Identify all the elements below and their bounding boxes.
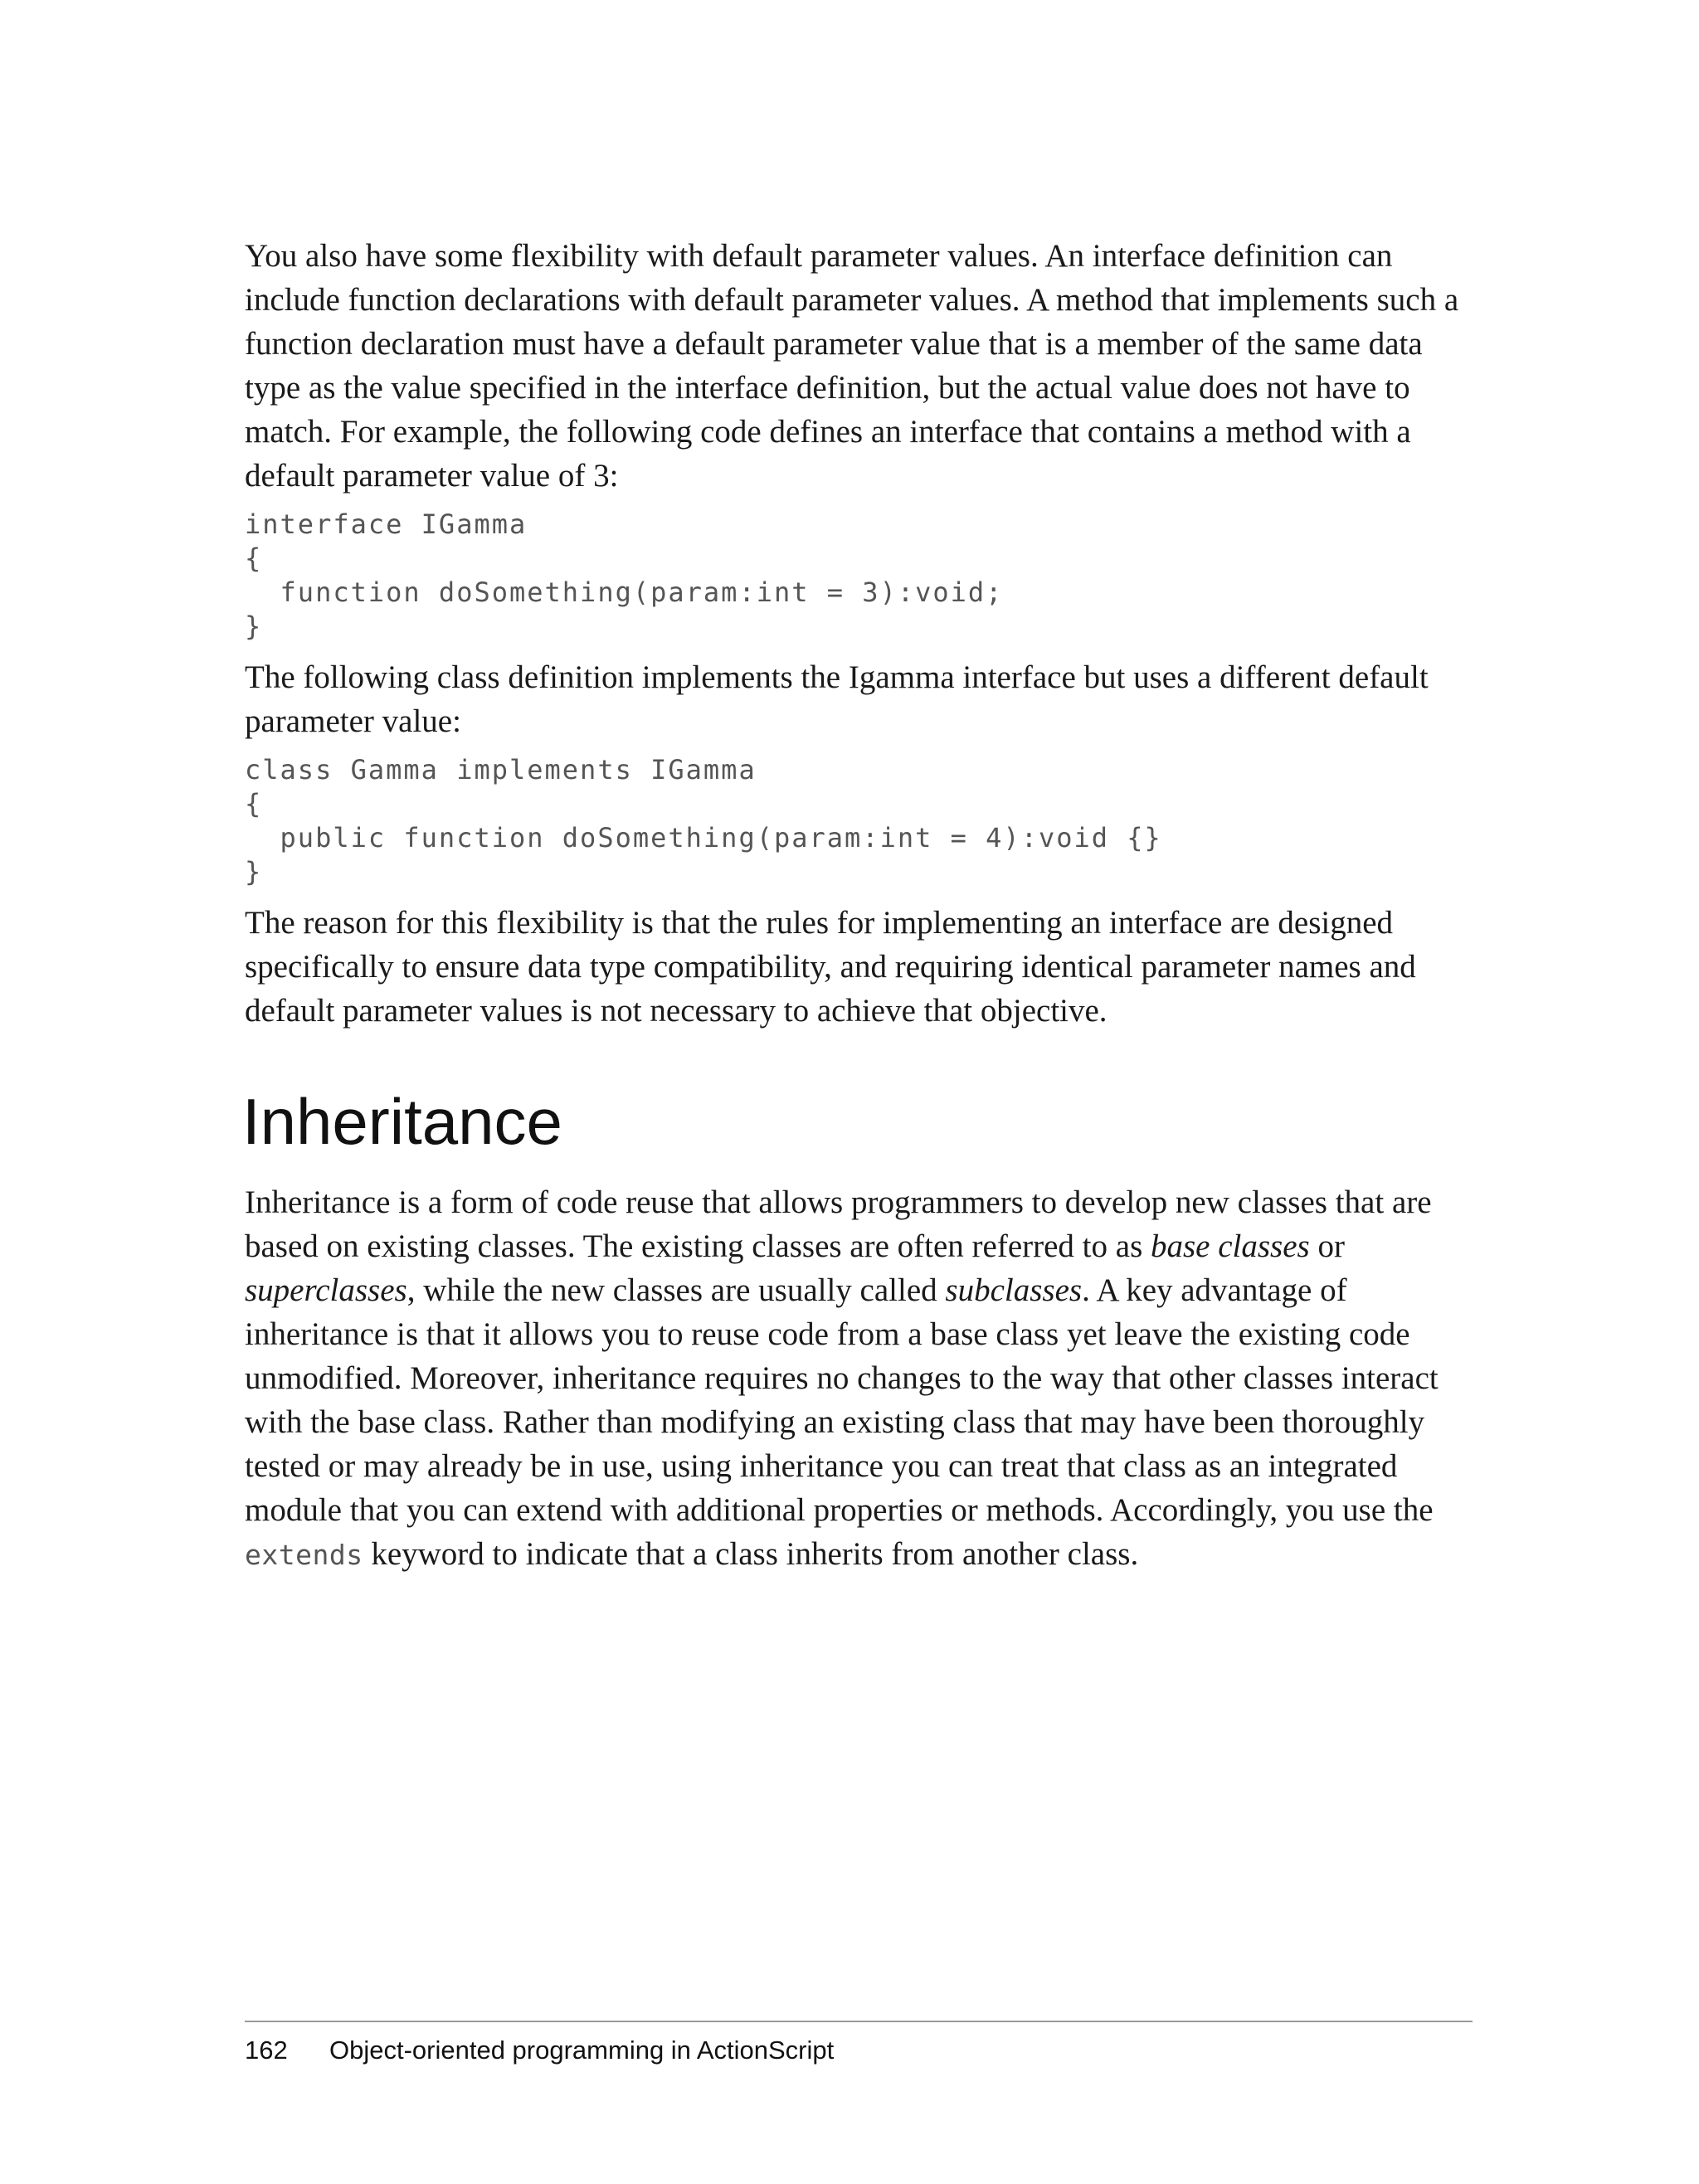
paragraph-flexibility-reason: The reason for this flexibility is that the rules for implementing an interface are designed specifically to ensure data type compatibility, and requiring identical parameter names and default parameter values is not necessary to achieve that objective. bbox=[245, 905, 1416, 1029]
paragraph-inheritance bbox=[245, 1180, 1473, 1577]
paragraph-class-definition: The following class definition implements the Igamma interface but uses a different default parameter value: bbox=[245, 659, 1429, 739]
text-run: , while the new classes are usually called bbox=[406, 1272, 946, 1308]
code-line: } bbox=[245, 610, 263, 642]
code-line: } bbox=[245, 856, 263, 888]
code-line: class Gamma implements IGamma bbox=[245, 754, 757, 786]
chapter-title: Object-oriented programming in ActionScript bbox=[329, 2036, 835, 2065]
code-line: function doSomething(param:int = 3):void; bbox=[245, 576, 1004, 608]
text-run: or bbox=[1309, 1228, 1345, 1264]
term-base-classes: base classes bbox=[1151, 1228, 1310, 1264]
inline-code-extends: extends bbox=[245, 1539, 363, 1571]
footer-divider bbox=[245, 2021, 1473, 2022]
code-block-igamma-interface bbox=[245, 508, 1473, 644]
code-line: { bbox=[245, 788, 263, 820]
text-run: . A key advantage of inheritance is that it allows you to reuse code from a base class yet leave the existing code unmodified. Moreover, inheritance requires no changes to the way that other classes interact with the base class. Rather than modifying an existing class that may have been thoroughly tested or may already be in use, using inheritance you can treat that class as an integrated module that you can extend with additional properties or methods. Accordingly, you use the bbox=[245, 1272, 1439, 1528]
text-run: Inheritance is a form of code reuse that allows programmers to develop new classes that are based on existing classes. The existing classes are often referred to as bbox=[245, 1184, 1432, 1264]
paragraph-default-parameters: You also have some flexibility with default parameter values. An interface definition can include function declarations with default parameter values. A method that implements such a function declaration must have a default parameter value that is a member of the same data type as the value specified in the interface definition, but the actual value does not have to match. For example, the following code defines an interface that contains a method with a default parameter value of 3: bbox=[245, 238, 1459, 494]
code-line: interface IGamma bbox=[245, 508, 528, 540]
term-subclasses: subclasses bbox=[945, 1272, 1083, 1308]
page-content bbox=[242, 234, 1473, 1577]
section-heading-inheritance: Inheritance bbox=[242, 1085, 562, 1158]
code-line: public function doSomething(param:int = 4):void {} bbox=[245, 822, 1162, 854]
page-footer bbox=[245, 2034, 834, 2067]
text-run: keyword to indicate that a class inherits from another class. bbox=[363, 1536, 1139, 1572]
code-line: { bbox=[245, 542, 263, 574]
page-number: 162 bbox=[245, 2036, 288, 2065]
code-block-gamma-class bbox=[245, 753, 1473, 889]
term-superclasses: superclasses bbox=[245, 1272, 407, 1308]
